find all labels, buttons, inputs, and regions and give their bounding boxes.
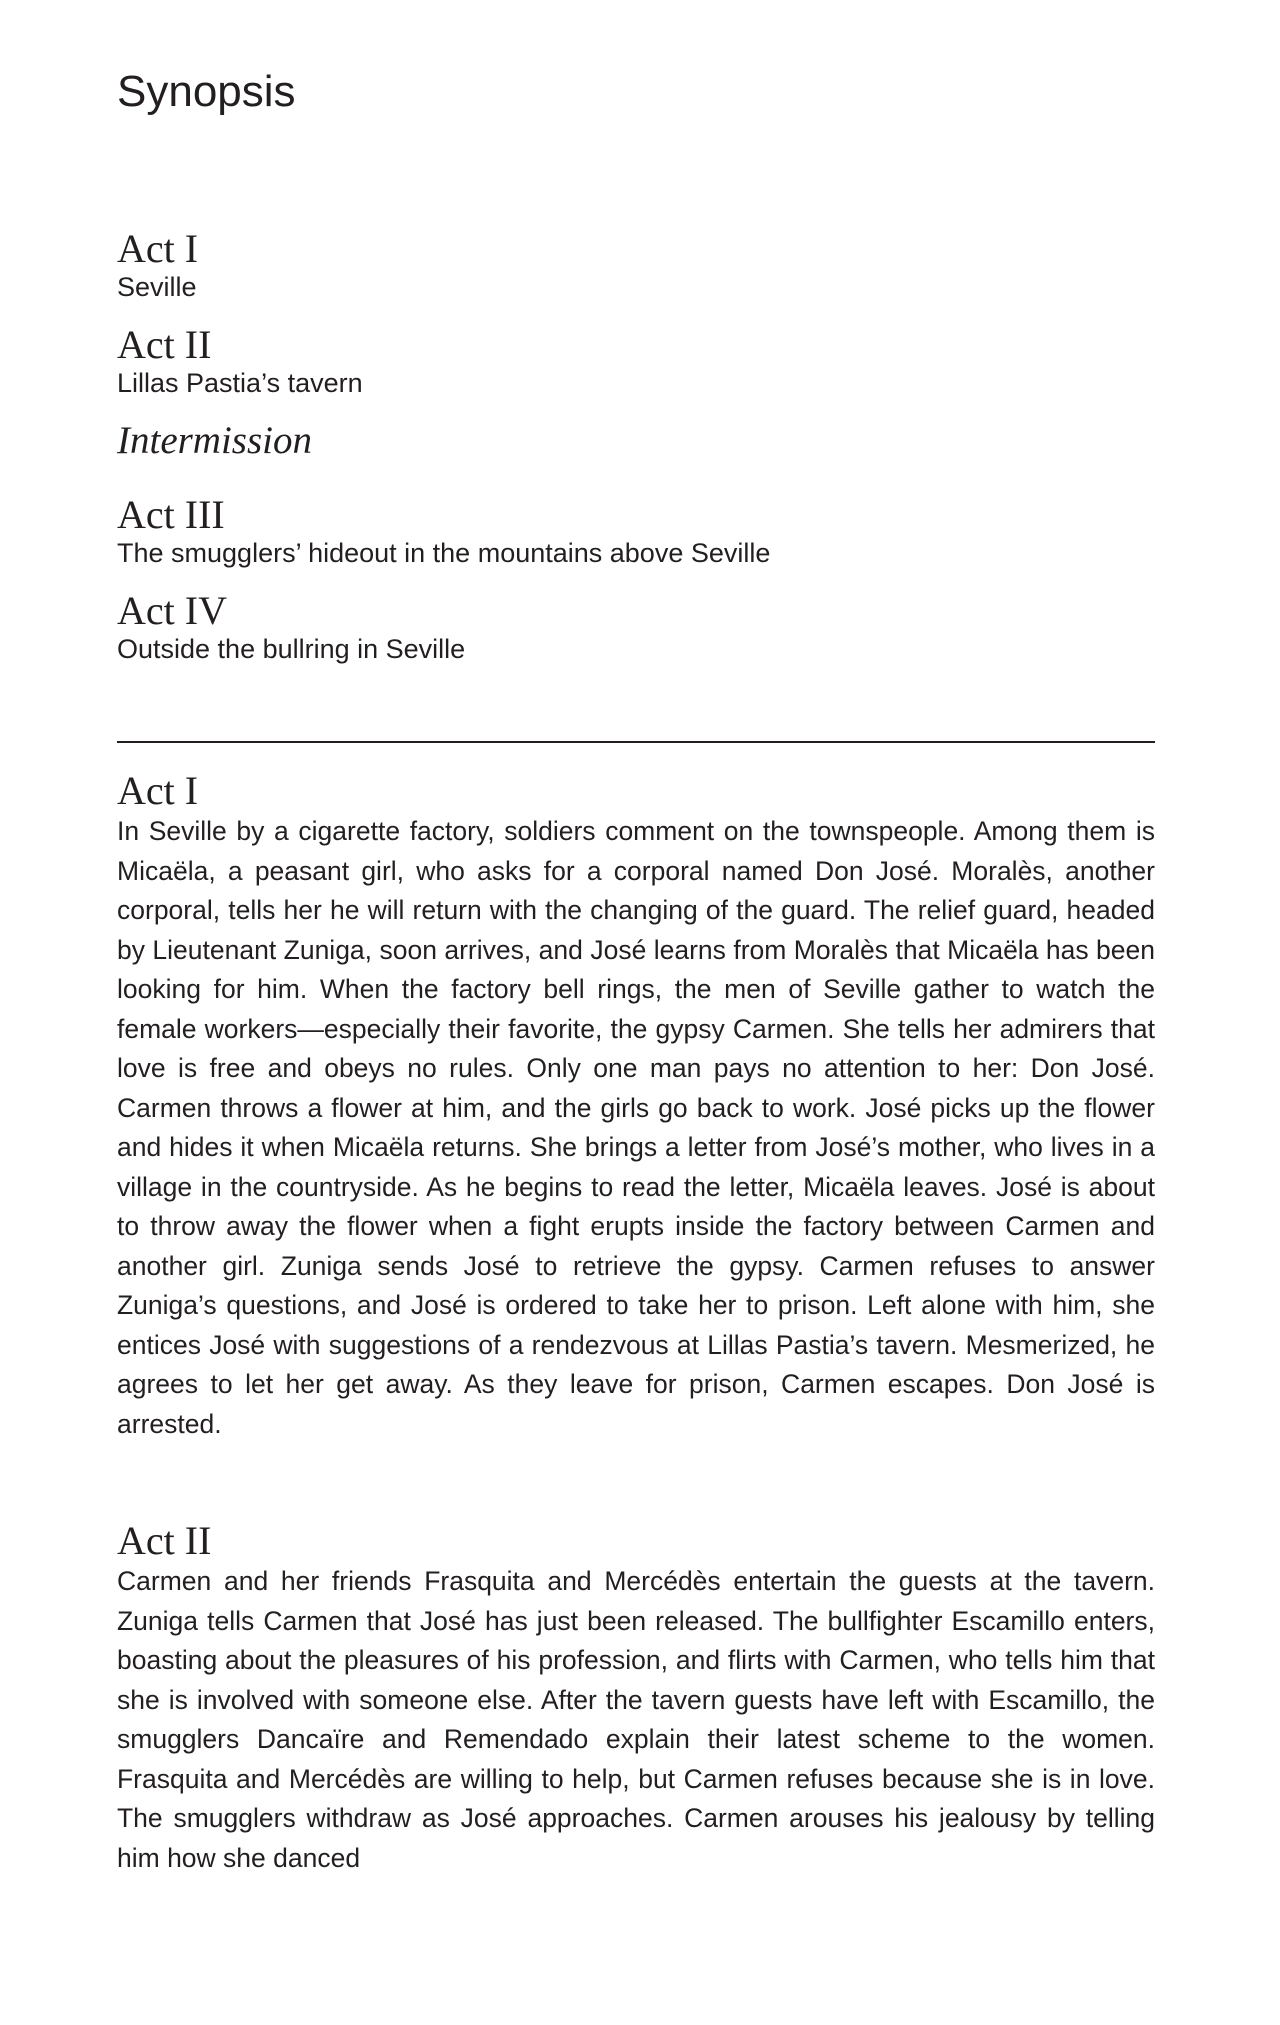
toc-entry-act-3 [117, 494, 1155, 570]
toc-act-heading: Act IV [117, 588, 227, 633]
toc-act-place: Seville [117, 272, 197, 302]
toc-entry-act-1 [117, 228, 1155, 304]
section-divider [117, 741, 1155, 743]
toc-entry-act-4 [117, 590, 1155, 666]
section-heading: Act II [117, 1518, 212, 1563]
act-1-section [117, 770, 1155, 1444]
toc-act-place: The smugglers’ hideout in the mountains above Seville [117, 538, 771, 568]
act-2-section [117, 1520, 1155, 1878]
toc-act-place: Lillas Pastia’s tavern [117, 368, 363, 398]
toc-act-heading: Act I [117, 226, 199, 271]
toc-act-heading: Act II [117, 322, 212, 367]
toc-act-heading: Act III [117, 492, 225, 537]
section-paragraph: Carmen and her friends Frasquita and Mercédès entertain the guests at the tavern. Zuniga tells Carmen that José has just been released. The bullfighter Escamillo enters, boasting about the pleasures of his profession, and flirts with Carmen, who tells him that she is involved with someone else. After the tavern guests have left with Escamillo, the smugglers Dancaïre and Remendado explain their latest scheme to the women. Frasquita and Mercédès are willing to help, but Carmen refuses because she is in love. The smugglers withdraw as José approaches. Carmen arouses his jealousy by telling him how she danced [117, 1566, 1155, 1873]
toc-act-place: Outside the bullring in Seville [117, 634, 466, 664]
section-heading: Act I [117, 768, 199, 813]
toc-entry-act-2 [117, 324, 1155, 400]
section-paragraph: In Seville by a cigarette factory, soldiers comment on the townspeople. Among them is Micaëla, a peasant girl, who asks for a corporal named Don José. Moralès, another corporal, tells her he will return with the changing of the guard. The relief guard, headed by Lieutenant Zuniga, soon arrives, and José learns from Moralès that Micaëla has been looking for him. When the factory bell rings, the men of Seville gather to watch the female workers—especially their favorite, the gypsy Carmen. She tells her admirers that love is free and obeys no rules. Only one man pays no attention to her: Don José. Carmen throws a flower at him, and the girls go back to work. José picks up the flower and hides it when Micaëla returns. She brings a letter from José’s mother, who lives in a village in the countryside. As he begins to read the letter, Micaëla leaves. José is about to throw away the flower when a fight erupts inside the factory between Carmen and another girl. Zuniga sends José to retrieve the gypsy. Carmen refuses to answer Zuniga’s questions, and José is ordered to take her to prison. Left alone with him, she entices José with suggestions of a rendezvous at Lillas Pastia’s tavern. Mesmerized, he agrees to let her get away. As they leave for prison, Carmen escapes. Don José is arrested. [117, 816, 1155, 1439]
page-title: Synopsis [117, 67, 296, 116]
toc-intermission: Intermission [117, 419, 312, 462]
act-overview [117, 228, 1155, 686]
